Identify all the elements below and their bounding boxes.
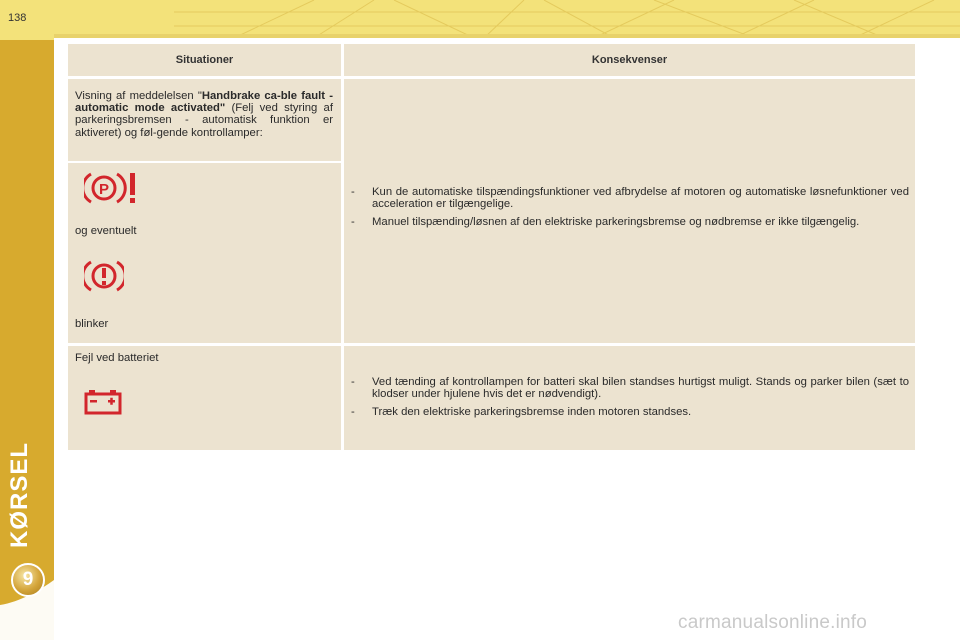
row2-consequences: [351, 376, 909, 425]
column-divider: [341, 44, 344, 450]
battery-fault-label: Fejl ved batteriet: [75, 352, 159, 364]
page-number: 138: [8, 12, 27, 24]
header-divider: [68, 76, 915, 79]
row1-inner-divider: [68, 161, 341, 163]
row1-situation-text: Visning af meddelelsen "Handbrake ca-ble fault - automatic mode activated" (Felj ved styring af parkeringsbremsen - automatisk funktion er aktiveret) og føl-gende kontrollamper:: [75, 90, 333, 139]
header-consequences: Konsekvenser: [591, 54, 668, 66]
consequence-item: - Manuel tilspænding/løsnen af den elektriske parkeringsbremse og nødbremse er ikke tilgængelig.: [351, 216, 860, 229]
consequence-item: - Træk den elektriske parkeringsbremse inden motoren standses.: [351, 406, 692, 419]
row1-consequences: [351, 186, 909, 235]
consequence-item: - Ved tænding af kontrollampen for batteri skal bilen standses hurtigst muligt. Stands og parker bilen (sæt to klodser under hjulene hvis det er nødvendigt).: [351, 376, 909, 401]
consequence-item: - Kun de automatiske tilspændingsfunktioner ved afbrydelse af motoren og automatiske løsnefunktioner ved acceleration er tilgængelige.: [351, 186, 909, 211]
flashing-label: blinker: [75, 318, 109, 330]
chapter-number: 9: [22, 569, 34, 590]
chapter-number-badge: [11, 563, 45, 597]
battery-icon: [84, 387, 124, 415]
warning-table: [68, 44, 915, 450]
page-number-box: [0, 0, 54, 40]
top-banner: [54, 0, 960, 38]
parking-brake-icon: [84, 258, 124, 294]
header-situations: Situationer: [175, 54, 234, 66]
banner-decoration: [54, 0, 960, 38]
and-possibly-label: og eventuelt: [75, 225, 137, 237]
chapter-title: KØRSEL: [6, 441, 33, 548]
row-divider: [68, 343, 915, 346]
watermark: carmanualsonline.info: [678, 612, 868, 633]
parking-brake-alert-icon: [84, 170, 140, 206]
svg-text:P: P: [98, 181, 110, 198]
